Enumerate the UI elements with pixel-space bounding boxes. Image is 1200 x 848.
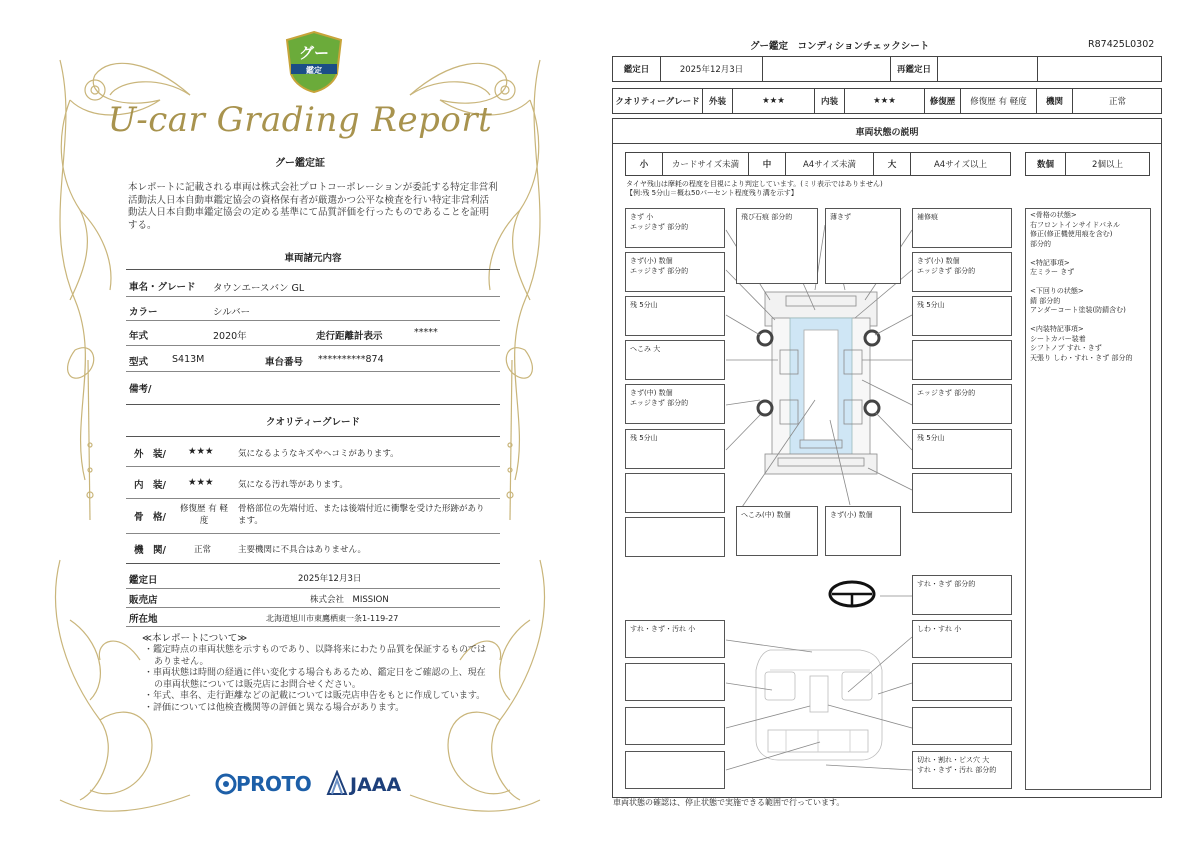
damage-box-rear-door — [736, 506, 818, 556]
damage-text: しわ・すれ 小 — [917, 625, 962, 633]
spacer — [1030, 249, 1146, 259]
empty-box — [625, 663, 725, 701]
divider — [126, 436, 500, 437]
empty-box — [625, 473, 725, 513]
damage-text: 薄きず — [830, 213, 851, 221]
engine-desc: 主要機関に不具合はありません。 — [238, 545, 367, 555]
note-item: ・鑑定時点の車両状態を示すものであり、以降将来にわたり品質を保証するものではありません。 — [144, 645, 487, 667]
model-value: S413M — [172, 354, 205, 365]
damage-text: きず(小) 数個 — [830, 511, 873, 519]
damage-box-rear-bumper — [825, 506, 901, 556]
damage-text: きず(小) 数個 — [630, 257, 673, 265]
frame-desc: 骨格部位の先端付近、または後端付近に衝撃を受けた形跡があります。 — [238, 504, 485, 526]
engine-label: 機 関/ — [134, 545, 166, 556]
address-value: 北海道旭川市東鷹栖東一条1-119-27 — [266, 614, 399, 623]
interior-stars: ★★★ — [845, 89, 925, 113]
exterior-label: 外 装/ — [134, 449, 166, 460]
note-item: ・評価については他検査機関等の評価と異なる場合があります。 — [144, 702, 405, 713]
size-mid-label: 中 — [749, 153, 786, 175]
exterior-stars: ★★★ — [188, 446, 214, 457]
tire-text: 残 5分山 — [630, 434, 658, 442]
color-value: シルバー — [213, 307, 251, 318]
spacer — [1030, 316, 1146, 326]
damage-text: きず(小) 数個 — [917, 257, 960, 265]
divider — [126, 404, 500, 405]
damage-text: 補修痕 — [917, 213, 938, 221]
address-label: 所在地 — [129, 614, 158, 625]
interior-desc: 気になる汚れ等があります。 — [238, 480, 348, 490]
damage-text: エッジきず 部分的 — [917, 389, 976, 397]
tire-box-front-left — [625, 296, 725, 336]
divider — [126, 466, 500, 467]
interior-box-dashboard — [625, 620, 725, 658]
proto-logo-text: PROTO — [236, 772, 312, 796]
specs-title: 車両諸元内容 — [284, 253, 342, 264]
car-name-label: 車名・グレード — [129, 282, 196, 293]
condition-title: 車両状態の説明 — [612, 118, 1162, 144]
damage-box-front-left — [625, 208, 725, 248]
emblem-top-text: グー — [298, 44, 330, 62]
damage-box-front-right — [912, 208, 1012, 248]
damage-text: エッジきず 部分的 — [630, 267, 689, 275]
repair-label: 修復歴 — [925, 89, 961, 113]
damage-box-left-side — [625, 340, 725, 380]
note-line: アンダーコート塗装(防錆含む) — [1030, 306, 1126, 314]
mileage-value: ***** — [414, 327, 438, 338]
damage-text: エッジきず 部分的 — [630, 223, 689, 231]
special-notes-panel — [1025, 208, 1151, 790]
engine-label: 機関 — [1037, 89, 1073, 113]
note-line: 天張り しわ・すれ・きず 部分的 — [1030, 353, 1133, 362]
divider — [126, 296, 500, 297]
damage-text: すれ・きず 部分的 — [917, 580, 976, 588]
empty-box — [912, 707, 1012, 745]
tire-note-1: タイヤ残山は摩耗の程度を目視により判定しています。(ミリ表示ではありません) — [626, 180, 883, 188]
divider — [126, 533, 500, 534]
interior-stars: ★★★ — [188, 477, 214, 488]
note-line: 右フロントインサイドパネル — [1030, 220, 1121, 229]
goo-appraisal-emblem — [283, 30, 345, 94]
note-line: <骨格の状態> — [1030, 211, 1077, 219]
note-item: ・年式、車名、走行距離などの記載については販売店申告をもとに作成しています。 — [144, 691, 486, 701]
damage-text: きず(中) 数個 — [630, 389, 673, 397]
note-line: 修正(修正機使用痕を含む) — [1030, 230, 1113, 238]
damage-text: へこみ 大 — [630, 345, 661, 353]
damage-text: 切れ・割れ・ピス穴 大 — [917, 756, 990, 764]
proto-logo-icon — [215, 773, 237, 795]
remarks-label: 備考/ — [129, 384, 152, 395]
quality-label: クオリティーグレード — [613, 89, 703, 113]
color-label: カラー — [129, 307, 158, 318]
car-name-value: タウンエースバン GL — [213, 283, 305, 294]
damage-text: へこみ(中) 数個 — [741, 511, 791, 519]
divider — [126, 269, 500, 270]
year-value: 2020年 — [213, 331, 247, 342]
engine-value: 正常 — [1108, 97, 1126, 107]
date-label: 鑑定日 — [129, 575, 158, 586]
note-line: シフトノブ すれ・きず — [1030, 344, 1102, 352]
quality-title: クオリティーグレード — [265, 417, 361, 428]
divider — [126, 498, 500, 499]
exterior-label: 外装 — [703, 89, 733, 113]
count-label: 数個 — [1026, 153, 1066, 175]
note-line: <下回りの状態> — [1030, 287, 1084, 295]
damage-box-steering-wheel — [912, 575, 1012, 615]
size-large-label: 大 — [874, 153, 911, 175]
divider — [126, 563, 500, 564]
size-large-desc: A4サイズ以上 — [933, 160, 988, 170]
date-value: 2025年12月3日 — [661, 57, 763, 81]
empty-box — [625, 707, 725, 745]
damage-text: エッジきず 部分的 — [630, 399, 689, 407]
divider — [126, 371, 500, 372]
damage-text: 飛び石痕 部分的 — [741, 213, 793, 221]
tire-text: 残 5分山 — [917, 434, 945, 442]
year-label: 年式 — [129, 331, 149, 342]
chassis-label: 車台番号 — [265, 357, 304, 368]
damage-box-left-rear — [625, 384, 725, 424]
model-label: 型式 — [129, 357, 149, 368]
jaaa-logo-text: JAAA — [350, 774, 402, 796]
note-item: ・車両状態は時間の経過に伴い変化する場合もあるため、鑑定日をご確認の上、現在の車両状態については販売店にお問合せください。 — [144, 668, 486, 690]
interior-box-rear-seat — [912, 751, 1012, 789]
sheet-title: グー鑑定 コンディションチェックシート — [750, 41, 930, 52]
divider — [126, 320, 500, 321]
condition-check-sheet — [600, 0, 1200, 848]
script-title: U-car Grading Report — [107, 100, 493, 140]
empty-box — [625, 517, 725, 557]
spacer — [1030, 278, 1146, 288]
tire-box-rear-left — [625, 429, 725, 469]
chassis-value: **********874 — [318, 354, 384, 365]
tire-text: 残 5分山 — [630, 301, 658, 309]
damage-box-windshield — [736, 208, 818, 284]
notes-list — [144, 645, 494, 714]
footer-note: 車両状態の確認は、停止状態で実施できる範囲で行っています。 — [613, 798, 845, 807]
divider — [126, 345, 500, 346]
jaaa-logo-icon — [326, 770, 348, 796]
damage-box-hood — [825, 208, 901, 284]
size-small-desc: カードサイズ未満 — [663, 153, 749, 175]
mileage-label: 走行距離計表示 — [316, 331, 383, 342]
recheck-label: 再鑑定日 — [891, 57, 938, 81]
count-desc: 2個以上 — [1092, 160, 1123, 170]
damage-text: きず 小 — [630, 213, 654, 221]
report-id: R87425L0302 — [1088, 39, 1155, 50]
size-small-label: 小 — [626, 153, 663, 175]
certificate-intro: 本レポートに記載される車両は株式会社プロトコーポレーションが委託する特定非営利活動法人日本自動車鑑定協会の資格保有者が厳選かつ公平な検査を行い特定非営利活動法人日本自動車鑑定協会の定める基準にて品質評価を行ったものであることを証明する。 — [128, 182, 498, 231]
divider — [126, 626, 500, 627]
interior-label: 内装 — [815, 89, 845, 113]
empty-box — [625, 751, 725, 789]
interior-box-driver-seat — [912, 620, 1012, 658]
certificate-heading: グー鑑定証 — [275, 158, 325, 169]
note-line: 左ミラー きず — [1030, 268, 1075, 276]
divider — [126, 588, 500, 589]
emblem-bottom-text: 鑑定 — [306, 66, 322, 75]
damage-text: すれ・きず・汚れ 小 — [630, 625, 696, 633]
damage-box-right-front-door — [912, 252, 1012, 292]
damage-text: エッジきず 部分的 — [917, 267, 976, 275]
repair-value: 修復歴 有 軽度 — [961, 89, 1037, 113]
note-line: <内装特記事項> — [1030, 325, 1084, 333]
size-mid-desc: A4サイズ未満 — [786, 153, 874, 175]
date-value: 2025年12月3日 — [298, 574, 362, 584]
interior-label: 内 装/ — [134, 480, 166, 491]
frame-value: 修復歴 有 軽度 — [180, 504, 228, 526]
dealer-label: 販売店 — [129, 595, 158, 606]
empty-box — [912, 473, 1012, 513]
note-line: <特記事項> — [1030, 258, 1070, 267]
exterior-stars: ★★★ — [733, 89, 815, 113]
empty-box — [912, 663, 1012, 701]
divider — [126, 607, 500, 608]
empty-box — [912, 340, 1012, 380]
engine-value: 正常 — [194, 545, 212, 555]
damage-box-right-rear — [912, 384, 1012, 424]
tire-box-rear-right — [912, 429, 1012, 469]
exterior-desc: 気になるようなキズやヘコミがあります。 — [238, 449, 399, 459]
notes-title: ≪本レポートについて≫ — [142, 633, 248, 644]
dealer-value: 株式会社 MISSION — [310, 595, 389, 605]
tire-box-front-right — [912, 296, 1012, 336]
steering-wheel-icon — [830, 582, 874, 606]
date-label: 鑑定日 — [613, 57, 661, 81]
frame-label: 骨 格/ — [134, 512, 166, 523]
damage-text: すれ・きず・汚れ 部分的 — [917, 766, 997, 774]
note-line: 部分的 — [1030, 239, 1051, 248]
note-line: シートカバー装着 — [1030, 334, 1086, 343]
tire-text: 残 5分山 — [917, 301, 945, 309]
tire-note-2: 【例:残 5分山＝概ね50パーセント程度残り溝を示す】 — [626, 189, 798, 197]
damage-box-left-front-door — [625, 252, 725, 292]
note-line: 錆 部分的 — [1030, 296, 1061, 305]
